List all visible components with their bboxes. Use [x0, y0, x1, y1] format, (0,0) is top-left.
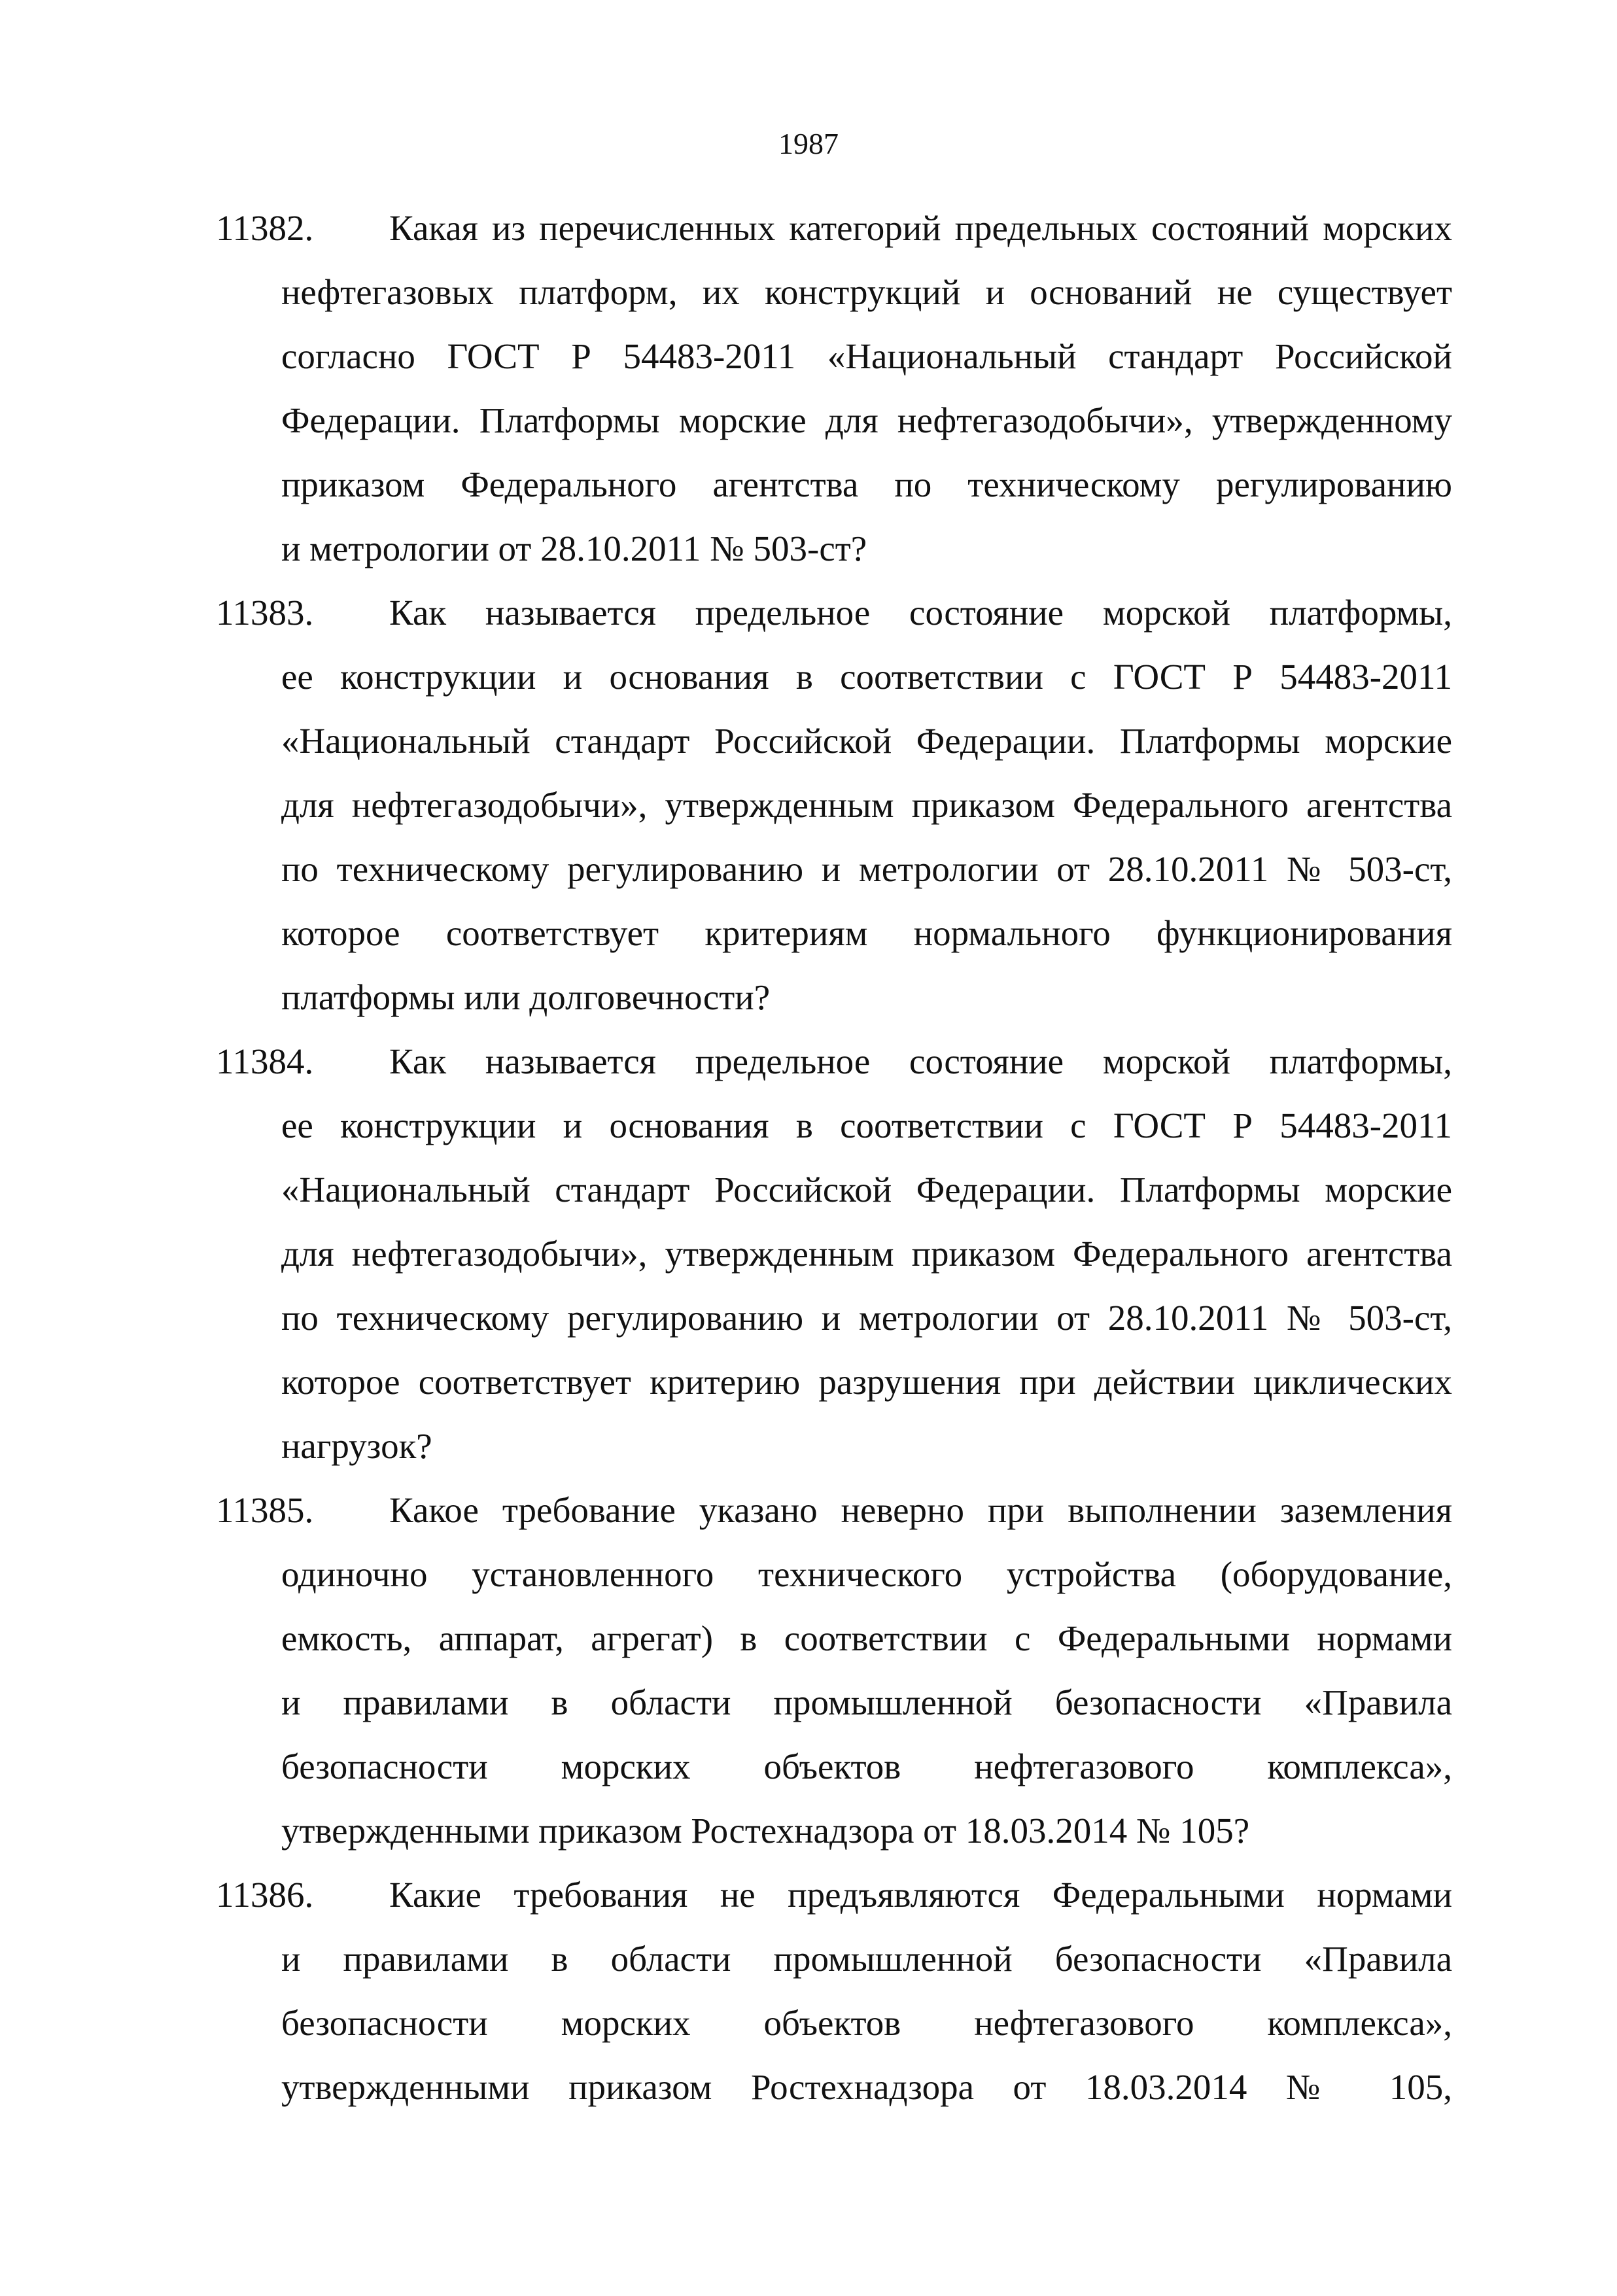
question-line: Федерации. Платформы морские для нефтегазодобычи», утвержденному [281, 400, 1452, 440]
question-line: которое соответствует критерию разрушения при действии циклических [281, 1362, 1452, 1402]
question-line: согласно ГОСТ Р 54483-2011 «Национальный стандарт Российской [281, 336, 1452, 376]
question-line: Как называется предельное состояние морской платформы, [389, 593, 1452, 633]
question-line: одиночно установленного технического устройства (оборудование, [281, 1554, 1452, 1594]
question-line: ее конструкции и основания в соответствии с ГОСТ Р 54483-2011 [281, 657, 1452, 697]
question-number: 11386. [216, 1875, 314, 1915]
question-item [216, 581, 1452, 1030]
question-line: емкость, аппарат, агрегат) в соответствии с Федеральными нормами [281, 1618, 1452, 1658]
question-line: по техническому регулированию и метрологии от 28.10.2011 № 503-ст, [281, 1298, 1452, 1338]
question-line: по техническому регулированию и метрологии от 28.10.2011 № 503-ст, [281, 849, 1452, 889]
question-item [216, 1478, 1452, 1863]
question-line: утвержденными приказом Ростехнадзора от 18.03.2014 № 105, [281, 2067, 1452, 2107]
question-number: 11385. [216, 1490, 314, 1530]
question-line: ее конструкции и основания в соответствии с ГОСТ Р 54483-2011 [281, 1105, 1452, 1145]
question-line: «Национальный стандарт Российской Федерации. Платформы морские [281, 1170, 1452, 1209]
question-line: Какие требования не предъявляются Федеральными нормами [389, 1875, 1452, 1915]
question-line: «Национальный стандарт Российской Федерации. Платформы морские [281, 721, 1452, 761]
question-number: 11383. [216, 593, 314, 633]
question-line: Какая из перечисленных категорий предельных состояний морских [389, 208, 1452, 248]
question-list [216, 196, 1452, 2119]
question-number: 11384. [216, 1041, 314, 1081]
question-number: 11382. [216, 208, 314, 248]
question-text [281, 1030, 1452, 1478]
question-line: Какое требование указано неверно при выполнении заземления [389, 1490, 1452, 1530]
question-item [216, 1030, 1452, 1478]
question-line: и правилами в области промышленной безопасности «Правила [281, 1939, 1452, 1979]
question-line: нагрузок? [281, 1426, 432, 1466]
question-text [281, 196, 1452, 581]
question-line: приказом Федерального агентства по техническому регулированию [281, 464, 1452, 504]
question-line: и метрологии от 28.10.2011 № 503-ст? [281, 529, 867, 568]
question-line: безопасности морских объектов нефтегазового комплекса», [281, 2003, 1452, 2043]
page-number: 1987 [778, 127, 839, 160]
question-line: нефтегазовых платформ, их конструкций и оснований не существует [281, 272, 1452, 312]
question-line: Как называется предельное состояние морской платформы, [389, 1041, 1452, 1081]
question-item [216, 1863, 1452, 2119]
question-text [281, 581, 1452, 1030]
question-text [281, 1478, 1452, 1863]
question-line: для нефтегазодобычи», утвержденным приказом Федерального агентства [281, 785, 1452, 825]
question-line: которое соответствует критериям нормального функционирования [281, 913, 1452, 953]
question-item [216, 196, 1452, 581]
question-line: и правилами в области промышленной безопасности «Правила [281, 1682, 1452, 1722]
question-line: безопасности морских объектов нефтегазового комплекса», [281, 1747, 1452, 1786]
question-line: утвержденными приказом Ростехнадзора от 18.03.2014 № 105? [281, 1811, 1250, 1851]
question-text [281, 1863, 1452, 2119]
question-line: для нефтегазодобычи», утвержденным приказом Федерального агентства [281, 1234, 1452, 1274]
question-line: платформы или долговечности? [281, 977, 771, 1017]
